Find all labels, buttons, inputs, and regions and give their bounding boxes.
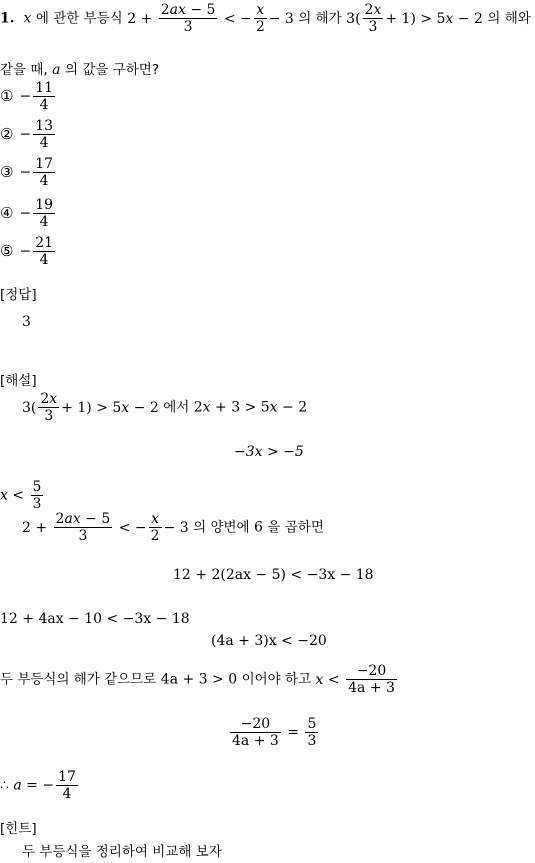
choice-numerator: 13 bbox=[35, 118, 54, 134]
solution-text: 을 곱하면 bbox=[267, 519, 324, 536]
solution-step-3: x < $\frac{5}{3}$ bbox=[0, 479, 42, 512]
hint-label: [힌트] bbox=[0, 821, 37, 837]
inequality-2: 3( $\frac{2x}{3}$ + 1) > 5x − 2 bbox=[346, 2, 483, 35]
solution-step-8: 두 부등식의 해가 같으므로 4a + 3 > 0 이어야 하고 x < $\frac{-20}{4a + 3}$ bbox=[0, 663, 395, 696]
final-denominator: 4 bbox=[62, 786, 72, 802]
choice-denominator: 4 bbox=[39, 214, 49, 230]
solution-step-4-line: 2 + $\frac{2ax - 5}{3}$ < − $\frac{x}{2}$ − 3 의 양변에 6 을 곱하면 bbox=[22, 511, 324, 544]
condition: 4a + 3 > 0 bbox=[160, 671, 238, 688]
bound-denominator: 4a + 3 bbox=[348, 680, 395, 696]
choice-2[interactable]: ② − $\frac{13}{4}$ bbox=[0, 118, 54, 151]
problem-line-2 bbox=[0, 63, 159, 78]
var-a: a bbox=[52, 62, 61, 78]
inequality-1: 2 + $\frac{2ax - 5}{3}$ < − $\frac{x}{2}$ − 3 bbox=[127, 2, 299, 35]
problem-text: 같을 때, bbox=[0, 62, 48, 78]
solution-step-2: −3x > −5 bbox=[234, 444, 304, 460]
solution-step-7: (4a + 3)x < −20 bbox=[211, 633, 327, 649]
choice-marker: ① bbox=[0, 86, 14, 105]
choice-1[interactable]: ① − $\frac{11}{4}$ bbox=[0, 80, 54, 113]
choice-numerator: 21 bbox=[35, 235, 54, 251]
solution-text: 이어야 하고 bbox=[241, 671, 312, 688]
solution-text: 의 양변에 bbox=[193, 519, 250, 536]
problem-text: 의 값을 구하면? bbox=[64, 62, 159, 78]
problem-text: 의 해가 bbox=[298, 10, 342, 27]
problem-number: 1. bbox=[0, 10, 15, 27]
answer-label: [정답] bbox=[0, 287, 37, 303]
answer-value: 3 bbox=[22, 314, 31, 330]
choice-denominator: 4 bbox=[39, 173, 49, 189]
final-numerator: 17 bbox=[58, 769, 76, 785]
choice-4[interactable]: ④ − $\frac{19}{4}$ bbox=[0, 197, 54, 230]
rhs-denominator: 3 bbox=[307, 733, 317, 749]
eq-denominator: 4a + 3 bbox=[232, 733, 279, 749]
hint-text: 두 부등식을 정리하여 비교해 보자 bbox=[22, 844, 222, 860]
choice-3[interactable]: ③ − $\frac{17}{4}$ bbox=[0, 156, 54, 189]
choice-denominator: 4 bbox=[39, 97, 49, 113]
problem-text: 의 해와 bbox=[487, 10, 531, 27]
solution-label: [해설] bbox=[0, 373, 37, 389]
choice-numerator: 11 bbox=[35, 80, 54, 96]
solution-text: 두 부등식의 해가 같으므로 bbox=[0, 671, 157, 688]
solution-step-6: 12 + 4ax − 10 < −3x − 18 bbox=[0, 611, 190, 627]
choice-marker: ⑤ bbox=[0, 241, 14, 260]
solution-step-1: 3( $\frac{2x}{3}$ + 1) > 5x − 2 에서 2x + 3 > 5x − 2 bbox=[22, 391, 308, 424]
solution-text: 에서 bbox=[163, 399, 190, 416]
choice-denominator: 4 bbox=[39, 135, 49, 151]
bound-numerator: −20 bbox=[346, 664, 397, 680]
choice-numerator: 17 bbox=[35, 156, 54, 172]
problem-text: 에 관한 부등식 bbox=[35, 10, 123, 27]
solution-step-9: $\frac{-20}{4a + 3}$ = $\frac{5}{3}$ bbox=[232, 716, 317, 749]
choice-numerator: 19 bbox=[35, 197, 54, 213]
solution-final: ∴ a = − $\frac{17}{4}$ bbox=[0, 769, 76, 802]
choice-marker: ③ bbox=[0, 162, 14, 181]
eq-numerator: −20 bbox=[230, 717, 281, 733]
choice-marker: ② bbox=[0, 124, 14, 143]
multiplier: 6 bbox=[254, 519, 263, 536]
rhs-numerator: 5 bbox=[307, 716, 317, 732]
solution-step-5: 12 + 2(2ax − 5) < −3x − 18 bbox=[173, 567, 374, 583]
var-x: x bbox=[23, 10, 32, 27]
choice-5[interactable]: ⑤ − $\frac{21}{4}$ bbox=[0, 235, 54, 268]
problem-line-1 bbox=[0, 3, 531, 34]
choice-marker: ④ bbox=[0, 203, 14, 222]
choice-denominator: 4 bbox=[39, 252, 49, 268]
